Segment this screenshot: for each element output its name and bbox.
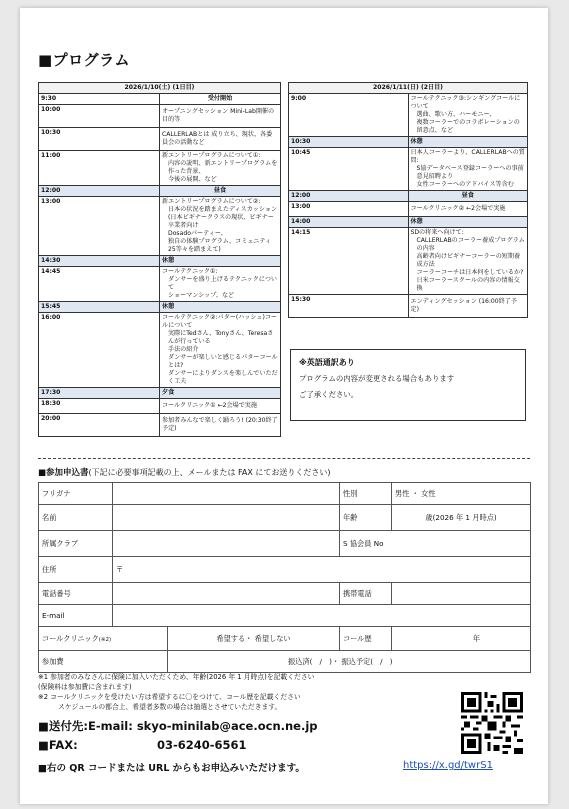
application-title: ■参加申込書(下記に必要事項記載の上、メールまたは FAX にてお送りください) (38, 468, 331, 478)
schedule-day-header: 2026/1/10(土) (1日目) (39, 83, 281, 94)
phone-label: 電話番号 (39, 583, 113, 605)
email-label: E-mail (39, 605, 113, 627)
change-note: プログラムの内容が変更される場合もあります (299, 374, 455, 383)
schedule-item: エンディングセッション (16:00終了予定) (408, 295, 528, 318)
schedule-item: 昼食 (160, 186, 281, 197)
schedule-time: 12:00 (289, 191, 409, 202)
schedule-row (39, 302, 281, 313)
schedule-item: コールテクニック②:パター(ハッシュ)コールについて 実際にTedさん、Tonyさん、Teresaさんが行っている 手法の紹介 ダンサーが楽しいと感じるパターコールとは? ダンサーによりダンスを楽しんでいただく工夫 (160, 313, 281, 388)
furigana-label: フリガナ (39, 483, 113, 505)
schedule-time: 9:30 (39, 94, 160, 105)
member-number-field[interactable]: S 協会員 No (340, 531, 531, 557)
email-field[interactable] (113, 605, 531, 627)
schedule-time: 13:00 (289, 202, 409, 217)
phone-field[interactable] (113, 583, 340, 605)
schedule-time: 10:30 (289, 137, 409, 148)
send-line: ■送付先:E-mail: skyo-minilab@ace.ocn.ne.jp (38, 719, 318, 733)
page-title: ■プログラム (38, 51, 131, 69)
fee-label: 参加費 (39, 651, 168, 673)
schedule-time: 11:00 (39, 151, 160, 186)
schedule-item: 日本人コーラーより、CALLERLABへの質問: S協データベース登録コーラーへの事前意見招聘より 女性コーラーへのアドバイス等含む (408, 148, 528, 191)
schedule-row (289, 217, 528, 228)
schedule-row (39, 414, 281, 437)
schedule-item: コールクリニック① ←2会場で実施 (160, 399, 281, 414)
schedule-time: 10:00 (39, 105, 160, 128)
schedule-time: 15:45 (39, 302, 160, 313)
acknowledge-note: ご了承ください。 (299, 390, 359, 399)
day1-schedule (38, 82, 281, 437)
schedule-row (289, 202, 528, 217)
schedule-item: CALLERLABとは 成り立ち、現状、各委員会の活動など (160, 128, 281, 151)
notice-box (290, 349, 526, 421)
fax-line: ■FAX: 03-6240-6561 (38, 738, 247, 752)
schedule-time: 9:00 (289, 94, 409, 137)
schedule-item: 参加者みんなで楽しく踊ろう! (20:30終了予定) (160, 414, 281, 437)
schedule-time: 12:00 (39, 186, 160, 197)
address-field[interactable]: 〒 (113, 557, 531, 583)
schedule-row (289, 94, 528, 137)
qr-instruction: ■右の QR コードまたは URL からもお申込みいただけます。 (38, 763, 305, 774)
club-field[interactable] (113, 531, 340, 557)
schedule-time: 14:45 (39, 267, 160, 302)
application-form (38, 482, 531, 673)
schedule-item: オープニングセッション Mini-Lab開催の目的等 (160, 105, 281, 128)
schedule-item: コールテクニック③:シンギングコールについて 選曲、歌い方、ハーモニー、 複数コーラーでのコラボレーションの留意点、など (408, 94, 528, 137)
cut-line (38, 458, 530, 459)
schedule-time: 20:00 (39, 414, 160, 437)
schedule-item: 休憩 (408, 217, 528, 228)
schedule-item: 受付開始 (160, 94, 281, 105)
schedule-item: 昼食 (408, 191, 528, 202)
footnote-2a: ※2 コールクリニックを受けたい方は希望するに〇をつけて、コール歴を記載ください (38, 693, 301, 701)
schedule-row (39, 128, 281, 151)
clinic-choice[interactable]: 希望する・ 希望しない (168, 627, 340, 651)
contact-email[interactable]: E-mail: skyo-minilab@ace.ocn.ne.jp (87, 719, 318, 733)
schedule-row (289, 295, 528, 318)
club-label: 所属クラブ (39, 531, 113, 557)
footnote-1b: (保険料は参加費に含まれます) (38, 683, 132, 691)
gender-label: 性別 (340, 483, 392, 505)
schedule-time: 17:30 (39, 388, 160, 399)
schedule-row (39, 267, 281, 302)
footnote-2b: スケジュールの都合上、希望者多数の場合は抽選とさせていただきます。 (58, 703, 282, 711)
clinic-label: コールクリニック(※2) (39, 627, 168, 651)
schedule-day-header: 2026/1/11(日) (2日目) (289, 83, 528, 94)
schedule-row (289, 191, 528, 202)
day2-schedule (288, 82, 528, 318)
schedule-time: 18:30 (39, 399, 160, 414)
name-label: 名前 (39, 505, 113, 531)
schedule-item: 新エントリープログラムについて①: 内容の説明、新エントリープログラムを作った背景、 今後の展開、など (160, 151, 281, 186)
schedule-time: 14:15 (289, 228, 409, 295)
furigana-field[interactable] (113, 483, 340, 505)
schedule-item: 休憩 (408, 137, 528, 148)
schedule-row (39, 151, 281, 186)
schedule-row (39, 186, 281, 197)
schedule-row (289, 228, 528, 295)
age-label: 年齢 (340, 505, 392, 531)
schedule-row (39, 256, 281, 267)
gender-field[interactable]: 男性 ・ 女性 (392, 483, 531, 505)
schedule-item: コールテクニック①: ダンサーを盛り上げるテクニックについて ショーマンシップ、など (160, 267, 281, 302)
age-field[interactable]: 歳(2026 年 1 月時点) (392, 505, 531, 531)
mobile-label: 携帯電話 (340, 583, 392, 605)
mobile-field[interactable] (392, 583, 531, 605)
schedule-item: 新エントリープログラムについて②: 日本の状況を踏まえたディスカッション (日本ビギナークラスの現状、ビギナー卒業者向け Dosadoパーティー、 独自の体験プログラム、コミュニティ25等々を踏まえて) (160, 197, 281, 256)
caller-years-field[interactable]: 年 (392, 627, 531, 651)
schedule-item: コールクリニック② ←2会場で実施 (408, 202, 528, 217)
schedule-row (39, 105, 281, 128)
footnote-1a: ※1 参加者のみなさんに保険に加入いただくため、年齢(2026 年 1 月時点)を記載ください (38, 673, 315, 681)
application-url-link[interactable]: https://x.gd/twrS1 (403, 760, 493, 771)
interpretation-note: ※英語通訳あり (299, 358, 355, 367)
schedule-row (39, 388, 281, 399)
schedule-row (289, 148, 528, 191)
schedule-time: 16:00 (39, 313, 160, 388)
schedule-row (39, 197, 281, 256)
schedule-time: 14:00 (289, 217, 409, 228)
schedule-row (289, 137, 528, 148)
schedule-time: 13:00 (39, 197, 160, 256)
fee-status-field[interactable]: 振込済( / )・ 振込予定( / ) (168, 651, 531, 673)
schedule-item: 休憩 (160, 256, 281, 267)
schedule-time: 14:30 (39, 256, 160, 267)
schedule-item: SDの将来へ向けて: CALLERLABのコーラー養成プログラムの内容 高齢者向けビギナーコーラーの短期養成方法 コーラーコーチは日本何をしているか? 日米コーラースクールの内容の情報交換 (408, 228, 528, 295)
qr-code-icon[interactable] (461, 692, 523, 754)
schedule-item: 休憩 (160, 302, 281, 313)
schedule-time: 10:30 (39, 128, 160, 151)
schedule-row (39, 313, 281, 388)
schedule-row (39, 399, 281, 414)
schedule-time: 15:30 (289, 295, 409, 318)
schedule-item: 夕食 (160, 388, 281, 399)
fax-number: 03-6240-6561 (157, 738, 247, 752)
name-field[interactable] (113, 505, 340, 531)
address-label: 住所 (39, 557, 113, 583)
caller-years-label: コール歴 (340, 627, 392, 651)
schedule-time: 10:45 (289, 148, 409, 191)
schedule-row (39, 94, 281, 105)
